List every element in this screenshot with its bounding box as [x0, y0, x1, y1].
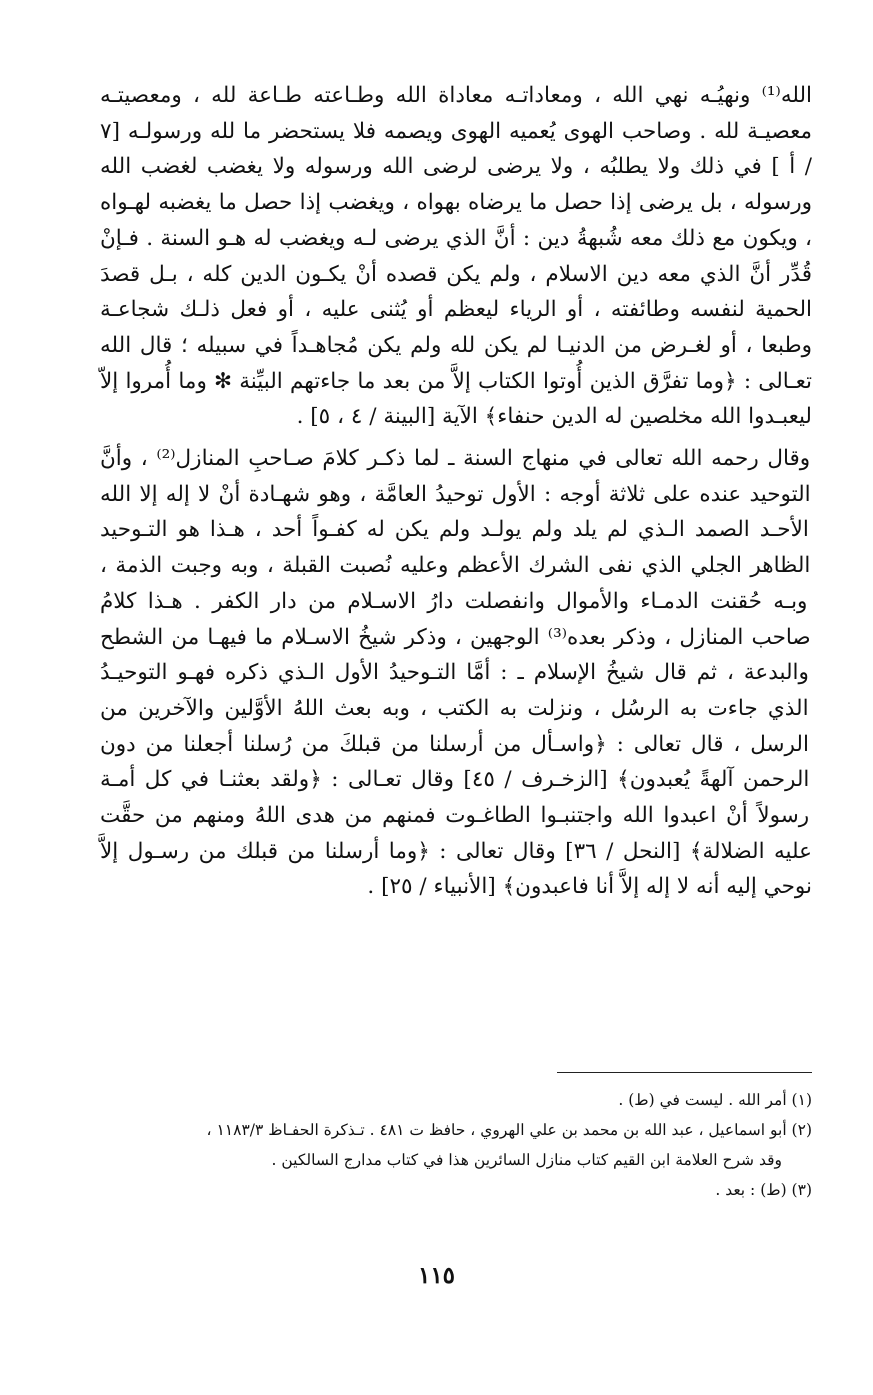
text-line: لغـرض من الدنيـا لم يكن لله ولم يكن مُجاهـداً في سبيله ؛ قال الله تعـالى : ﴿وما	[100, 332, 812, 394]
text-line: إلاَّ نوحي إليه أنه لا إله إلاَّ أنا فاعبدون﴾ [الأنبياء / ٢٥] .	[100, 838, 812, 900]
page-number: ١١٥	[417, 1262, 456, 1289]
text-line: عليه الضلالة﴾ [النحل / ٣٦] وقال تعالى : ﴿وما أرسلنا من قبلك من رسـول	[118, 838, 812, 864]
text-line: بل يرضى إذا حصل ما يرضاه بهواه ، ويغضب إذا حصل ما يغضبه لهـواه ، ويكون	[100, 190, 812, 251]
paragraph-1	[100, 78, 812, 435]
text-line: الله⁽¹⁾ ونهيُـه نهي الله ، ومعاداتـه معاداة الله وطـاعته طـاعة لله ، ومعصيتـه معصيـة	[100, 83, 812, 144]
footnote-divider	[557, 1072, 812, 1073]
text-line: الظاهر الجلي الذي نفى الشرك الأعظم وعليه نُصبت القبلة ، وبه وجبت الذمة ،	[100, 553, 811, 579]
footnote-2: (٢) أبو اسماعيل ، عبد الله بن محمد بن علي الهروي ، حافظ ت ٤٨١ . تـذكرة الحفـاظ ١١٨٣/٣ ،	[206, 1121, 812, 1139]
text-line: الأحـد الصمد الـذي لم يلد ولم يولـد ولم يكن له كفـواً أحد ، هـذا هو التـوحيد	[100, 517, 809, 543]
text-line: صاحب المنازل ، وذكر بعده⁽³⁾ الوجهين ، وذكر شيخُ الاسـلام ما فيهـا من الشطح	[100, 624, 811, 650]
text-line: الله مخلصين له الدين حنفاء﴾ الآية [البينة / ٤ ، ٥] .	[296, 404, 742, 430]
text-line: وقال رحمه الله تعالى في منهاج السنة ـ لما ذكـر كلامَ صـاحبِ المنازل⁽²⁾ ، وأنَّ	[100, 446, 811, 472]
text-line: الذي جاءت به الرسُل ، ونزلت به الكتب ، وبه بعث اللهُ الأوَّلين والآخرين من	[100, 695, 809, 721]
text-line: مع ذلك معه شُبهةُ دين : أنَّ الذي يرضى لـه ويغضب له هـو السنة . فـإنْ قُدِّر أنَّ	[100, 225, 812, 287]
text-line: والبدعة ، ثم قال شيخُ الإسلام ـ : أمَّا التـوحيدُ الأول الـذي ذكره فهـو التوحيـدُ	[100, 660, 809, 686]
text-line: لله . وصاحب الهوى يُعميه الهوى ويصمه فلا يستحضر ما لله ورسولـه [٧ / أ ]	[100, 118, 813, 180]
text-line: وبـه حُقنت الدمـاء والأموال وانفصلت دارُ الاسـلام من دار الكفر . هـذا كلامُ	[100, 588, 808, 614]
text-line: تفرَّق الذين أُوتوا الكتاب إلاَّ من بعد ما جاءتهم البيِّنة ✻ وما أُمروا إلاّ ليعبـدوا	[100, 368, 812, 430]
text-line: لنفسه وطائفته ، أو الرياء ليعظم أو يُثنى عليه ، أو فعل ذلـك شجاعـة وطبعا ، أو	[100, 297, 812, 358]
text-line: الرحمن آلهةً يُعبدون﴾ [الزخـرف / ٤٥] وقال تعـالى : ﴿ولقد بعثنـا في كل أمـة	[100, 767, 810, 793]
text-line: في ذلك ولا يطلبُه ، ولا يرضى لرضى الله ورسوله ولا يغضب لغضب الله ورسوله ،	[100, 154, 812, 216]
footnote-2-continuation: وقد شرح العلامة ابن القيم كتاب منازل السائرين هذا في كتاب مدارج السالكين .	[271, 1151, 782, 1169]
text-line: رسولاً أنْ اعبدوا الله واجتنبـوا الطاغـوت فمنهم من هدى اللهُ ومنهم من حقَّت	[100, 803, 810, 829]
footnote-1: (١) أمر الله . ليست في (ط) .	[618, 1091, 812, 1109]
text-line: التوحيد عنده على ثلاثة أوجه : الأول توحيدُ العامَّة ، وهو شهـادة أنْ لا إله إلا الله	[100, 481, 811, 507]
paragraph-2	[100, 441, 812, 905]
text-line: الذي معه دين الاسلام ، ولم يكن قصده أنْ يكـون الدين كله ، بـل قصدَ الحمية	[100, 261, 812, 323]
footnotes	[100, 1072, 812, 1205]
main-text	[100, 78, 812, 905]
footnote-3: (٣) (ط) : بعد .	[715, 1181, 812, 1199]
text-line: الرسل ، قال تعالى : ﴿واسـأل من أرسلنا من قبلكَ من رُسلنا أجعلنا من دون	[100, 731, 809, 757]
